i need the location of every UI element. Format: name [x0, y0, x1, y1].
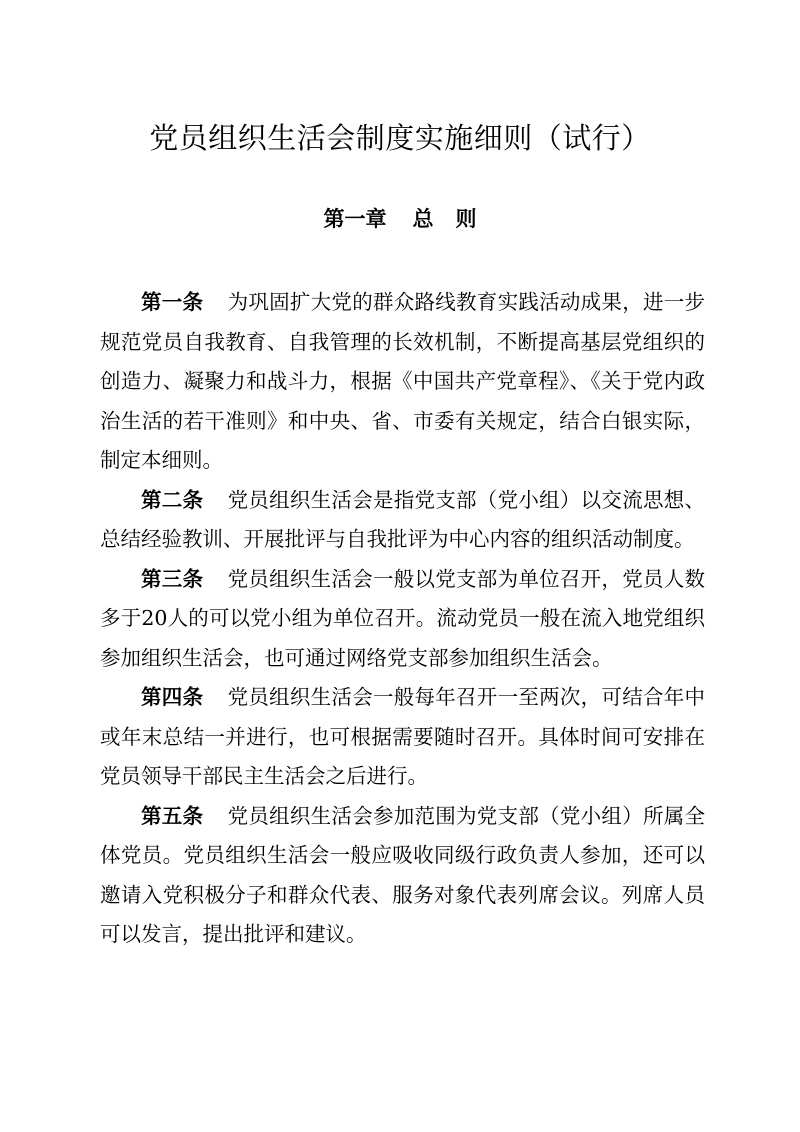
article-text: 为巩固扩大党的群众路线教育实践活动成果，进一步规范党员自我教育、自我管理的长效机制，不断提高基层党组织的创造力、凝聚力和战斗力，根据《中国共产党章程》、《关于党内政治生活的若干准则》和中央、省、市委有关规定，结合白银实际，制定本细则。: [100, 290, 706, 472]
document-body: [100, 283, 705, 955]
article-paragraph: [100, 283, 705, 481]
article-text: 党员组织生活会是指党支部（党小组）以交流思想、总结经验教训、开展批评与自我批评为中心内容的组织活动制度。: [100, 487, 706, 551]
article-label: 第二条: [141, 487, 204, 512]
chapter-name-part-1: 总: [412, 207, 434, 231]
document-title: 党员组织生活会制度实施细则（试行）: [149, 121, 651, 155]
article-paragraph: [100, 481, 705, 560]
article-label: 第一条: [141, 290, 204, 314]
article-text: 党员组织生活会参加范围为党支部（党小组）所属全体党员。党员组织生活会一般应吸收同级行政负责人参加，还可以邀请入党积极分子和群众代表、服务对象代表列席会议。列席人员可以发言，提出批评和建议。: [100, 803, 706, 946]
chapter-heading: [0, 203, 800, 235]
chapter-number: 第一章: [323, 207, 387, 231]
article-label: 第四条: [141, 685, 204, 709]
article-paragraph: [100, 797, 705, 955]
article-paragraph: [100, 560, 705, 679]
article-text: 党员组织生活会一般每年召开一至两次，可结合年中或年末总结一并进行，也可根据需要随时召开。具体时间可安排在党员领导干部民主生活会之后进行。: [100, 685, 706, 788]
article-label: 第三条: [141, 566, 204, 591]
article-text: 党员组织生活会一般以党支部为单位召开，党员人数多于20人的可以党小组为单位召开。流动党员一般在流入地党组织参加组织生活会，也可通过网络党支部参加组织生活会。: [100, 566, 706, 670]
article-paragraph: [100, 678, 705, 797]
article-label: 第五条: [141, 803, 204, 828]
chapter-name-part-2: 则: [455, 207, 477, 231]
